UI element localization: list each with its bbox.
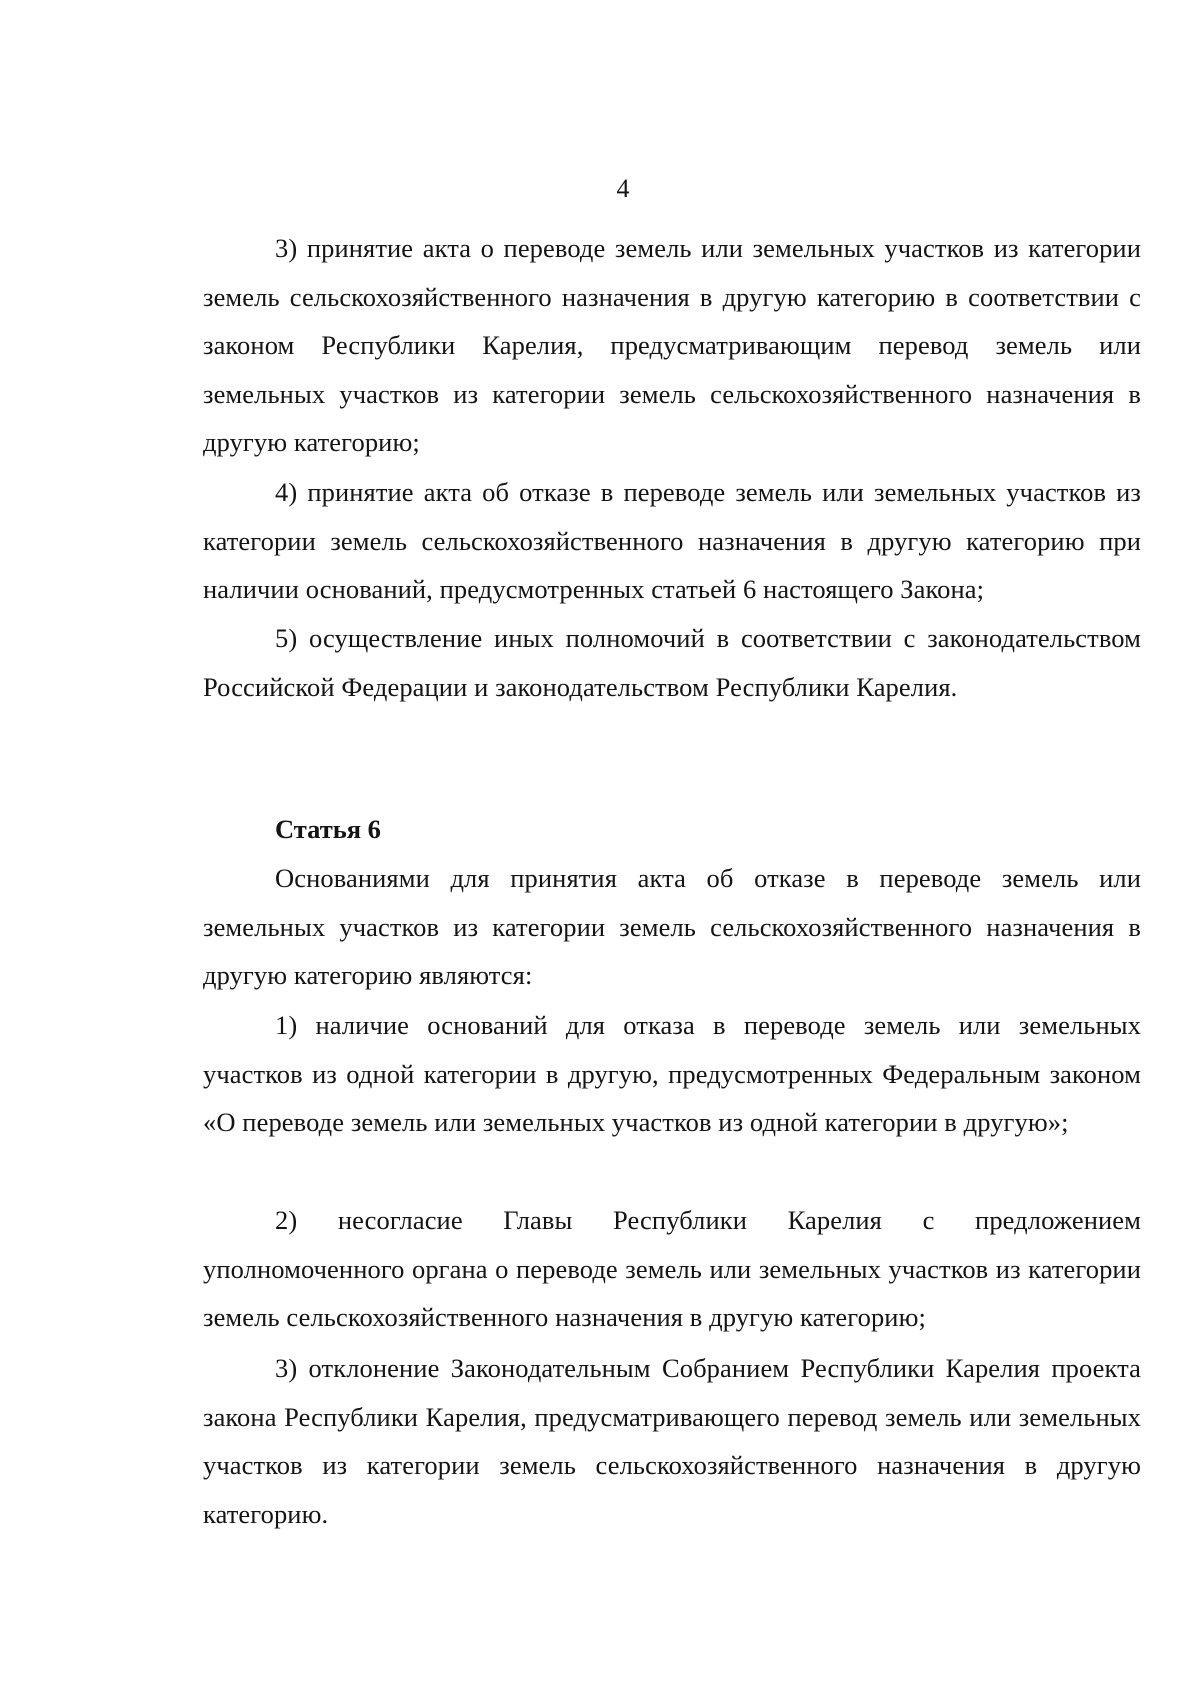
article6-intro: Основаниями для принятия акта об отказе в переводе земель или земельных участков из категории земель сельскохозяйственного назначения в другую категорию являются: [203, 863, 1141, 990]
article6-item-2: 2) несогласие Главы Республики Карелия с предложением уполномоченного органа о переводе земель или земельных участков из категории земель сельскохозяйственного назначения в другую категорию; [203, 1205, 1141, 1332]
article5-item-5: 5) осуществление иных полномочий в соответствии с законодательством Российской Федерации и законодательством Республики Карелия. [203, 623, 1141, 702]
article6-heading: Статья 6 [275, 814, 381, 844]
article6-item-1: 1) наличие оснований для отказа в переводе земель или земельных участков из одной категории в другую, предусмотренных Федеральным законом «О переводе земель или земельных участков из одной категории в другую»; [203, 1010, 1141, 1137]
article5-item-4: 4) принятие акта об отказе в переводе земель или земельных участков из категории земель сельскохозяйственного назначения в другую категорию при наличии оснований, предусмотренных статьей 6 настоящего Закона; [203, 477, 1141, 604]
article6-item-3: 3) отклонение Законодательным Собранием Республики Карелия проекта закона Республики Карелия, предусматривающего перевод земель или земельных участков из категории земель сельскохозяйственного назначения в другую категорию. [203, 1353, 1141, 1529]
article5-item-3: 3) принятие акта о переводе земель или земельных участков из категории земель сельскохозяйственного назначения в другую категорию в соответствии с законом Республики Карелия, предусматривающим перевод земель или земельных участков из категории земель сельскохозяйственного назначения в другую категорию; [203, 233, 1141, 457]
page-number: 4 [616, 174, 630, 203]
